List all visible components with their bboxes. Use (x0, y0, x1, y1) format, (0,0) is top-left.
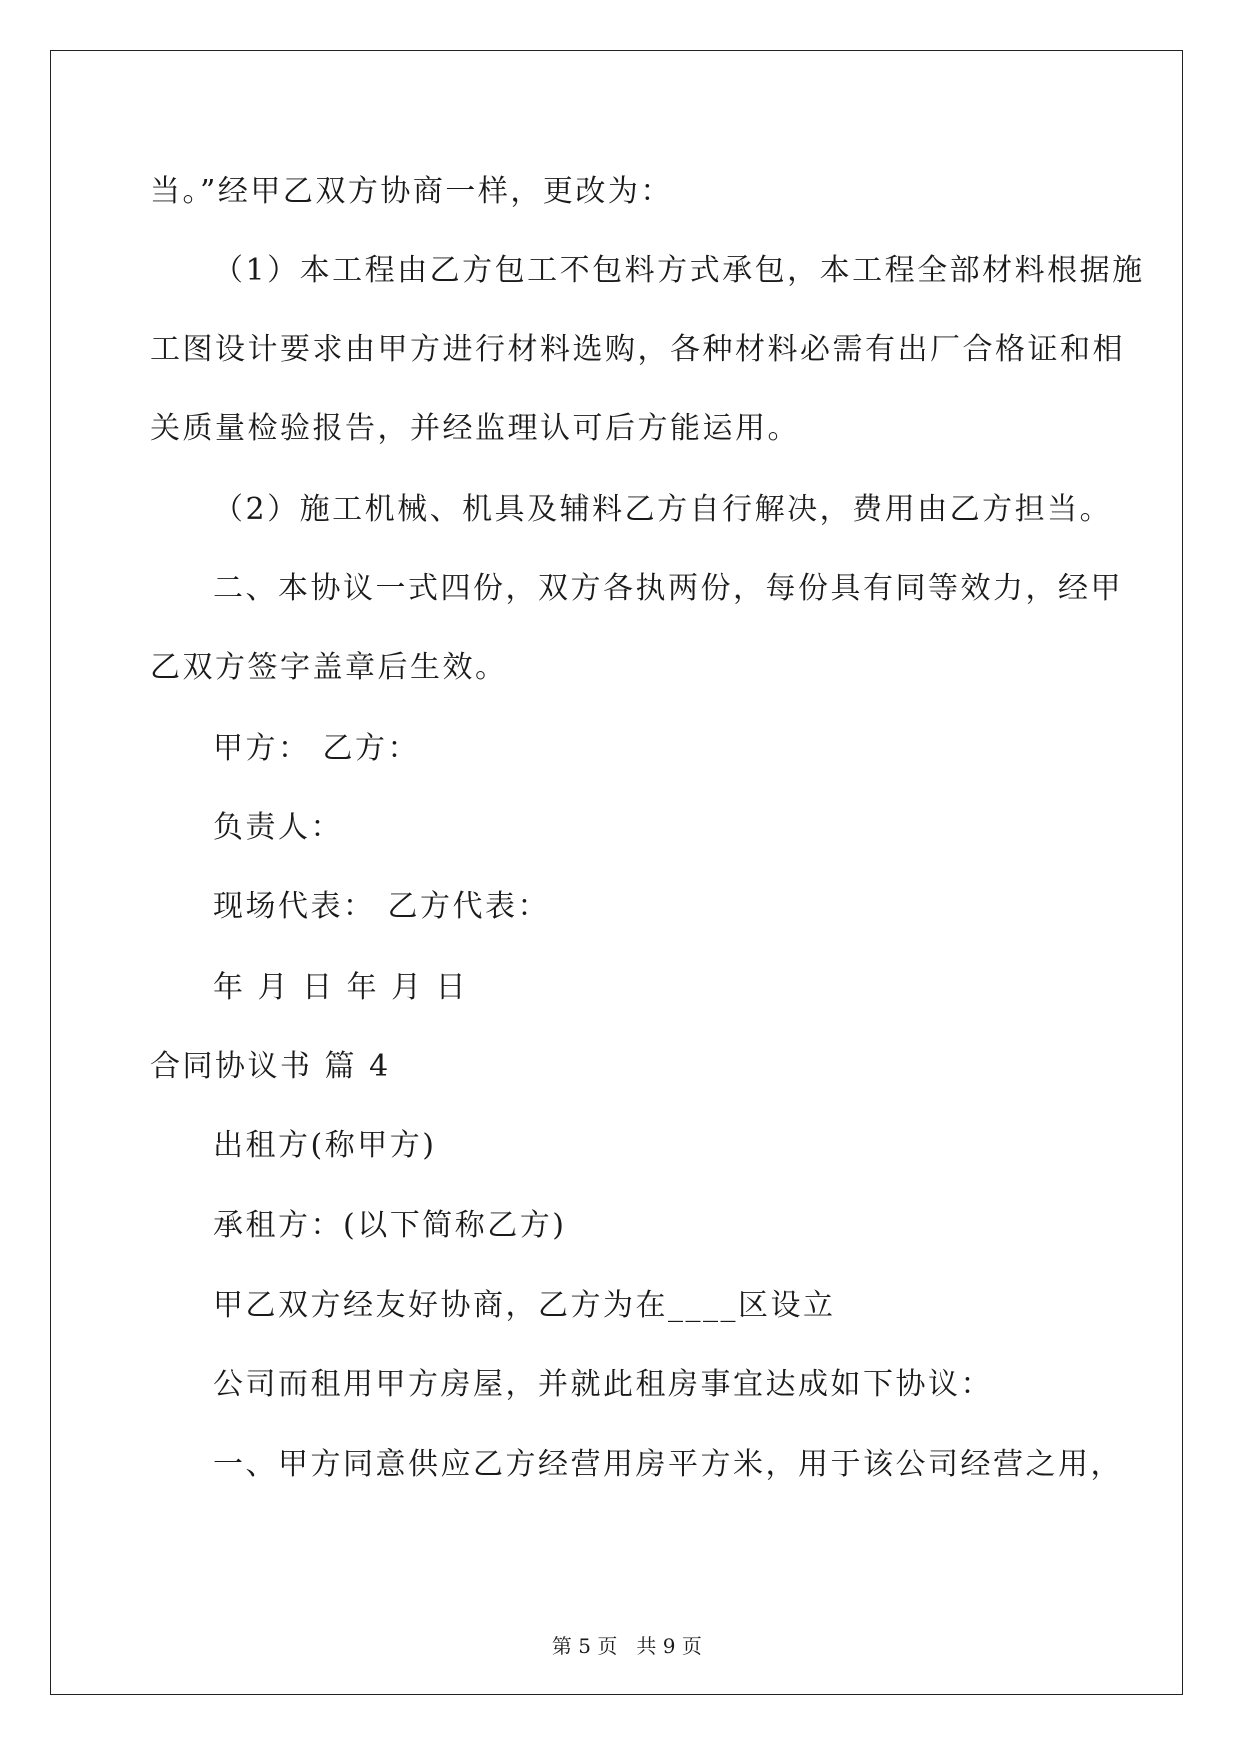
paragraph-line: 工图设计要求由甲方进行材料选购，各种材料必需有出厂合格证和相 (150, 332, 1125, 367)
responsible-person-line: 负责人： (213, 810, 343, 845)
paragraph-line: （1）本工程由乙方包工不包料方式承包，本工程全部材料根据施 (213, 253, 1145, 288)
lessor-line: 出租方(称甲方) (213, 1128, 437, 1163)
paragraph-line: 公司而租用甲方房屋，并就此租房事宜达成如下协议： (213, 1367, 993, 1402)
lessee-line: 承租方：(以下简称乙方) (213, 1208, 567, 1243)
paragraph-line: 甲乙双方经友好协商，乙方为在____区设立 (213, 1288, 836, 1323)
paragraph-line: 二、本协议一式四份，双方各执两份，每份具有同等效力，经甲 (213, 571, 1123, 606)
paragraph-line: 乙双方签字盖章后生效。 (150, 650, 508, 685)
representatives-line: 现场代表： 乙方代表： (213, 889, 551, 924)
paragraph-line: 当。”经甲乙双方协商一样，更改为： (150, 174, 673, 209)
paragraph-line: 关质量检验报告，并经监理认可后方能运用。 (150, 411, 800, 446)
page-number: 第 5 页 共 9 页 (551, 1634, 702, 1658)
paragraph-line: 一、甲方同意供应乙方经营用房平方米，用于该公司经营之用， (213, 1447, 1123, 1482)
section-heading: 合同协议书 篇 4 (150, 1049, 391, 1084)
page-footer (0, 1610, 1241, 1658)
paragraph-line: （2）施工机械、机具及辅料乙方自行解决，费用由乙方担当。 (213, 492, 1113, 527)
date-line: 年 月 日 年 月 日 (213, 970, 469, 1005)
signature-parties-line: 甲方： 乙方： (213, 731, 421, 766)
